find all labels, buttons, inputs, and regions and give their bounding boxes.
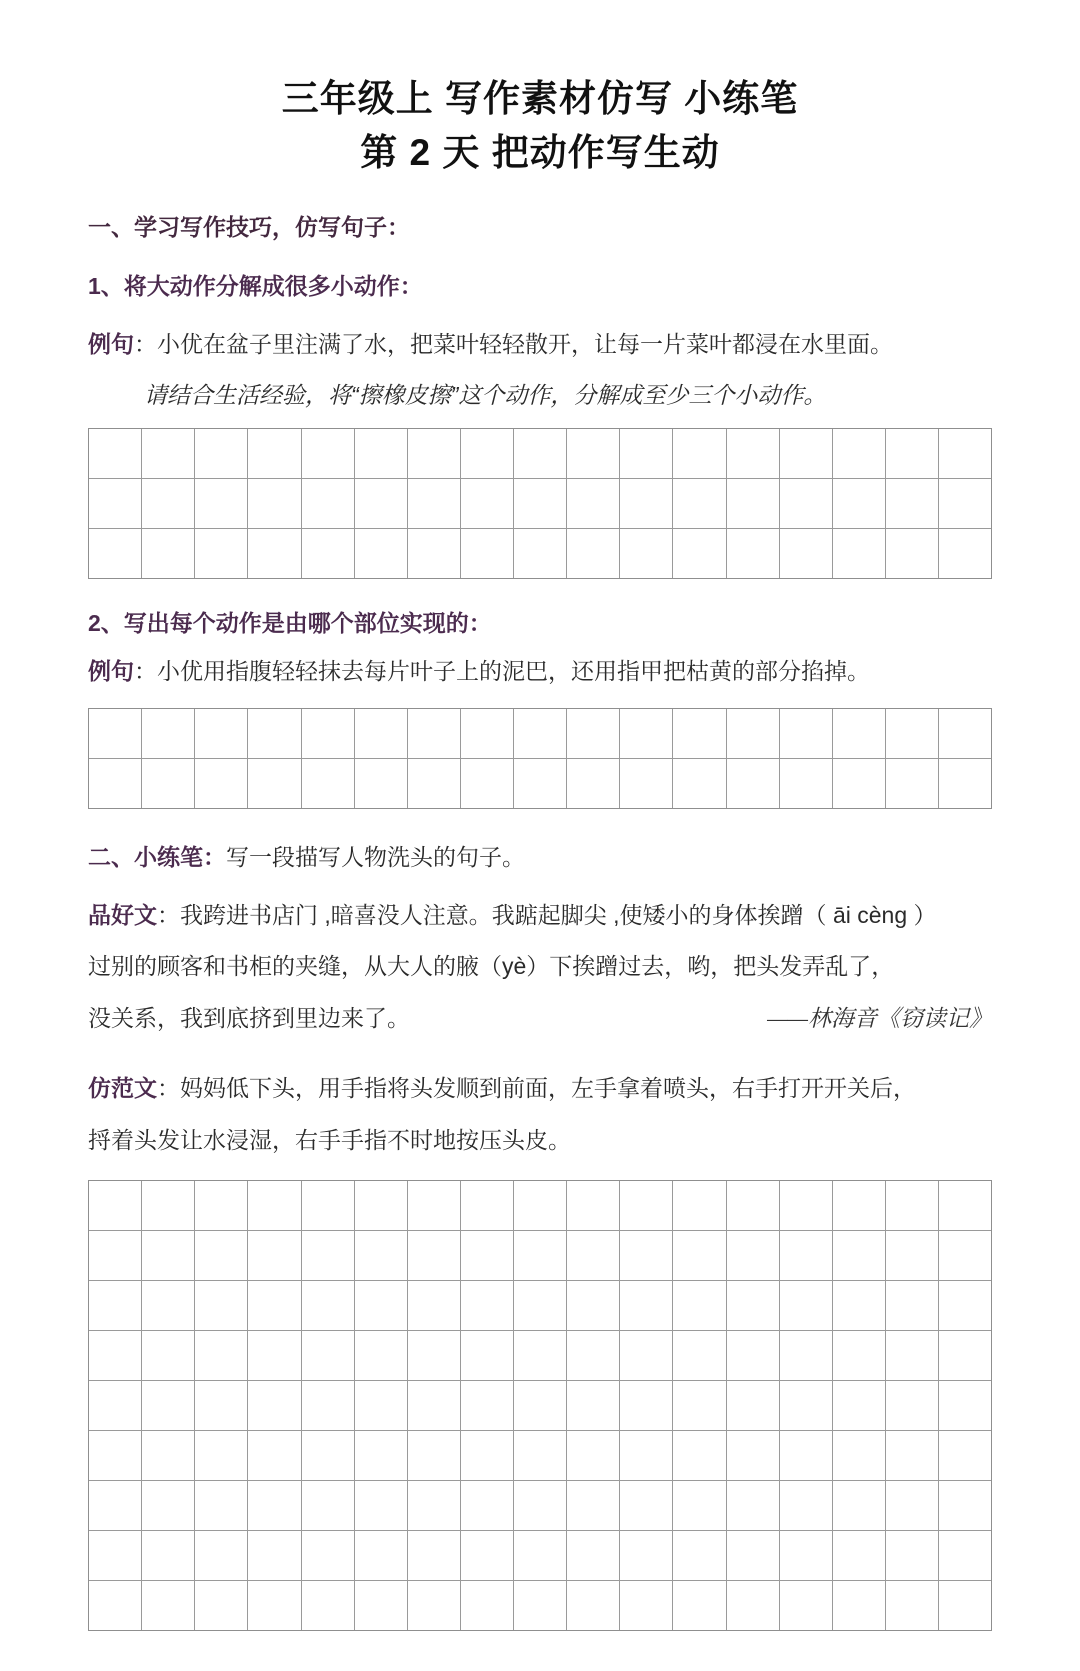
- writing-cell: [566, 1281, 619, 1330]
- writing-cell: [141, 479, 194, 528]
- writing-cell: [513, 479, 566, 528]
- imitation-label: 仿范文: [88, 1074, 157, 1101]
- writing-cell: [779, 1331, 832, 1380]
- writing-cell: [726, 1331, 779, 1380]
- writing-cell: [779, 479, 832, 528]
- writing-cell: [407, 1231, 460, 1280]
- writing-cell: [938, 1231, 991, 1280]
- writing-cell: [672, 1381, 725, 1430]
- writing-cell: [354, 429, 407, 478]
- writing-cell: [672, 1331, 725, 1380]
- section1-heading: 一、学习写作技巧，仿写句子：: [88, 214, 410, 241]
- writing-cell: [141, 1281, 194, 1330]
- writing-cell: [726, 1181, 779, 1230]
- writing-cell: [726, 1431, 779, 1480]
- writing-cell: [141, 429, 194, 478]
- writing-cell: [89, 1281, 141, 1330]
- writing-grid-row: [89, 1181, 991, 1230]
- writing-cell: [354, 1531, 407, 1580]
- writing-cell: [619, 759, 672, 808]
- writing-grid-3: [88, 1180, 992, 1631]
- writing-cell: [354, 1281, 407, 1330]
- writing-cell: [938, 479, 991, 528]
- writing-cell: [89, 1381, 141, 1430]
- writing-cell: [832, 429, 885, 478]
- writing-cell: [672, 759, 725, 808]
- point1-instruction: 请结合生活经验，将“擦橡皮擦”这个动作，分解成至少三个小动作。: [144, 381, 827, 408]
- writing-cell: [141, 529, 194, 578]
- writing-grid-2: [88, 708, 992, 809]
- writing-cell: [194, 1531, 247, 1580]
- writing-cell: [938, 1331, 991, 1380]
- writing-cell: [354, 529, 407, 578]
- writing-cell: [938, 709, 991, 758]
- writing-cell: [672, 1181, 725, 1230]
- writing-cell: [460, 1431, 513, 1480]
- writing-cell: [513, 1581, 566, 1630]
- writing-cell: [619, 429, 672, 478]
- writing-cell: [726, 1381, 779, 1430]
- writing-cell: [885, 1381, 938, 1430]
- example2-line: [88, 654, 992, 690]
- writing-grid-row: [89, 528, 991, 578]
- writing-cell: [619, 1531, 672, 1580]
- writing-cell: [354, 709, 407, 758]
- writing-cell: [779, 759, 832, 808]
- sample-text-1: ：我跨进书店门 ,暗喜没人注意。我踮起脚尖 ,使矮小的身体挨蹭（ āi cèng ）: [157, 901, 937, 928]
- writing-cell: [566, 529, 619, 578]
- writing-cell: [141, 1531, 194, 1580]
- writing-grid-row: [89, 1580, 991, 1630]
- writing-cell: [407, 759, 460, 808]
- writing-cell: [354, 1481, 407, 1530]
- writing-cell: [194, 429, 247, 478]
- writing-cell: [89, 1481, 141, 1530]
- writing-cell: [938, 429, 991, 478]
- writing-cell: [301, 759, 354, 808]
- writing-cell: [779, 1281, 832, 1330]
- writing-cell: [301, 1381, 354, 1430]
- writing-cell: [89, 709, 141, 758]
- writing-cell: [407, 1481, 460, 1530]
- imitation-paragraph: [88, 1063, 992, 1167]
- writing-cell: [566, 1481, 619, 1530]
- writing-cell: [407, 1281, 460, 1330]
- sample-text-3: 没关系，我到底挤到里边来了。: [88, 1005, 410, 1032]
- writing-cell: [885, 1231, 938, 1280]
- writing-cell: [885, 1481, 938, 1530]
- writing-cell: [832, 1431, 885, 1480]
- sample-line-2: 过别的顾客和书柜的夹缝，从大人的腋（yè）下挨蹭过去，哟，把头发弄乱了，: [88, 953, 895, 980]
- writing-cell: [513, 1481, 566, 1530]
- writing-cell: [460, 1281, 513, 1330]
- writing-cell: [301, 429, 354, 478]
- writing-cell: [672, 1281, 725, 1330]
- writing-cell: [566, 479, 619, 528]
- writing-cell: [513, 709, 566, 758]
- writing-cell: [460, 759, 513, 808]
- writing-cell: [89, 479, 141, 528]
- writing-cell: [194, 1281, 247, 1330]
- writing-cell: [194, 759, 247, 808]
- writing-cell: [460, 1481, 513, 1530]
- writing-cell: [726, 479, 779, 528]
- imitation-line-1: [88, 1063, 992, 1115]
- writing-cell: [726, 1531, 779, 1580]
- writing-cell: [194, 479, 247, 528]
- writing-cell: [938, 1381, 991, 1430]
- writing-cell: [672, 429, 725, 478]
- writing-cell: [247, 429, 300, 478]
- writing-cell: [513, 1431, 566, 1480]
- writing-cell: [726, 529, 779, 578]
- writing-cell: [247, 1381, 300, 1430]
- writing-cell: [194, 1331, 247, 1380]
- writing-grid-row: [89, 709, 991, 758]
- writing-cell: [194, 709, 247, 758]
- writing-cell: [407, 1431, 460, 1480]
- writing-cell: [832, 1231, 885, 1280]
- writing-cell: [247, 1281, 300, 1330]
- writing-cell: [885, 759, 938, 808]
- writing-cell: [566, 1331, 619, 1380]
- imitation-line-2: 捋着头发让水浸湿，右手手指不时地按压头皮。: [88, 1126, 571, 1153]
- writing-cell: [354, 1231, 407, 1280]
- writing-cell: [619, 1281, 672, 1330]
- writing-cell: [672, 479, 725, 528]
- writing-cell: [832, 1331, 885, 1380]
- example2-label: 例句: [88, 657, 134, 684]
- writing-cell: [301, 479, 354, 528]
- point1-heading: 1、将大动作分解成很多小动作：: [88, 273, 423, 300]
- writing-cell: [301, 1531, 354, 1580]
- section2-heading: [88, 839, 992, 872]
- writing-cell: [354, 1331, 407, 1380]
- writing-cell: [779, 1531, 832, 1580]
- writing-cell: [194, 529, 247, 578]
- writing-cell: [938, 529, 991, 578]
- writing-cell: [726, 1281, 779, 1330]
- sample-line-1: [88, 890, 992, 942]
- writing-cell: [672, 1481, 725, 1530]
- writing-cell: [832, 1281, 885, 1330]
- writing-cell: [779, 529, 832, 578]
- writing-cell: [619, 1231, 672, 1280]
- writing-cell: [194, 1181, 247, 1230]
- writing-cell: [89, 529, 141, 578]
- writing-cell: [194, 1431, 247, 1480]
- writing-cell: [194, 1381, 247, 1430]
- writing-cell: [141, 1181, 194, 1230]
- writing-cell: [247, 759, 300, 808]
- writing-cell: [566, 1531, 619, 1580]
- writing-cell: [89, 1431, 141, 1480]
- writing-cell: [247, 1431, 300, 1480]
- writing-cell: [407, 529, 460, 578]
- writing-cell: [832, 1581, 885, 1630]
- example1-line: [88, 327, 992, 363]
- writing-cell: [407, 429, 460, 478]
- writing-cell: [247, 709, 300, 758]
- writing-cell: [89, 1181, 141, 1230]
- point2-heading: 2、写出每个动作是由哪个部位实现的：: [88, 609, 492, 636]
- writing-cell: [832, 479, 885, 528]
- writing-cell: [460, 1231, 513, 1280]
- writing-grid-row: [89, 758, 991, 808]
- section2-heading-rest: 写一段描写人物洗头的句子。: [226, 843, 525, 870]
- writing-grid-row: [89, 429, 991, 478]
- writing-cell: [301, 1331, 354, 1380]
- writing-cell: [619, 1381, 672, 1430]
- writing-cell: [672, 1431, 725, 1480]
- writing-cell: [726, 1581, 779, 1630]
- writing-cell: [301, 1181, 354, 1230]
- writing-cell: [672, 709, 725, 758]
- writing-cell: [885, 1181, 938, 1230]
- writing-cell: [938, 1431, 991, 1480]
- writing-grid-row: [89, 1430, 991, 1480]
- example1-text: ：小优在盆子里注满了水，把菜叶轻轻散开，让每一片菜叶都浸在水里面。: [134, 331, 893, 358]
- writing-cell: [726, 1231, 779, 1280]
- writing-cell: [672, 1581, 725, 1630]
- writing-cell: [247, 1481, 300, 1530]
- writing-cell: [938, 1481, 991, 1530]
- writing-cell: [885, 529, 938, 578]
- writing-cell: [407, 1181, 460, 1230]
- writing-cell: [885, 479, 938, 528]
- writing-cell: [89, 1581, 141, 1630]
- writing-cell: [513, 1231, 566, 1280]
- writing-cell: [566, 429, 619, 478]
- writing-cell: [619, 1181, 672, 1230]
- writing-cell: [141, 759, 194, 808]
- writing-cell: [832, 1531, 885, 1580]
- writing-cell: [672, 1231, 725, 1280]
- writing-cell: [460, 709, 513, 758]
- writing-cell: [354, 1381, 407, 1430]
- writing-cell: [938, 1531, 991, 1580]
- writing-cell: [832, 1181, 885, 1230]
- writing-cell: [938, 759, 991, 808]
- writing-cell: [832, 709, 885, 758]
- writing-cell: [301, 1231, 354, 1280]
- writing-cell: [726, 429, 779, 478]
- writing-cell: [460, 1331, 513, 1380]
- writing-cell: [885, 1281, 938, 1330]
- writing-cell: [832, 1381, 885, 1430]
- writing-cell: [460, 1581, 513, 1630]
- writing-cell: [938, 1181, 991, 1230]
- writing-cell: [247, 1231, 300, 1280]
- writing-cell: [301, 709, 354, 758]
- writing-cell: [513, 1381, 566, 1430]
- writing-cell: [779, 1231, 832, 1280]
- writing-cell: [141, 1231, 194, 1280]
- writing-cell: [301, 529, 354, 578]
- writing-cell: [460, 1181, 513, 1230]
- writing-cell: [89, 429, 141, 478]
- writing-grid-row: [89, 1280, 991, 1330]
- writing-cell: [513, 759, 566, 808]
- writing-cell: [513, 1281, 566, 1330]
- writing-grid-row: [89, 1330, 991, 1380]
- writing-cell: [619, 1581, 672, 1630]
- writing-cell: [354, 479, 407, 528]
- writing-cell: [407, 1331, 460, 1380]
- writing-cell: [619, 529, 672, 578]
- writing-cell: [247, 1531, 300, 1580]
- writing-cell: [779, 1431, 832, 1480]
- writing-cell: [726, 1481, 779, 1530]
- writing-grid-row: [89, 1230, 991, 1280]
- writing-cell: [407, 1531, 460, 1580]
- writing-cell: [141, 1381, 194, 1430]
- writing-cell: [89, 1531, 141, 1580]
- writing-cell: [885, 1431, 938, 1480]
- writing-cell: [779, 1381, 832, 1430]
- writing-cell: [407, 479, 460, 528]
- writing-cell: [885, 1331, 938, 1380]
- writing-cell: [726, 759, 779, 808]
- writing-cell: [141, 709, 194, 758]
- writing-cell: [247, 529, 300, 578]
- writing-cell: [460, 429, 513, 478]
- writing-cell: [407, 1381, 460, 1430]
- writing-cell: [885, 1581, 938, 1630]
- writing-cell: [832, 529, 885, 578]
- writing-cell: [513, 529, 566, 578]
- writing-cell: [407, 1581, 460, 1630]
- writing-cell: [89, 759, 141, 808]
- example2-text: ：小优用指腹轻轻抹去每片叶子上的泥巴，还用指甲把枯黄的部分掐掉。: [134, 657, 870, 684]
- writing-cell: [619, 1331, 672, 1380]
- writing-cell: [513, 1181, 566, 1230]
- writing-grid-row: [89, 478, 991, 528]
- writing-grid-row: [89, 1480, 991, 1530]
- writing-cell: [141, 1431, 194, 1480]
- writing-cell: [566, 1581, 619, 1630]
- sample-line-3: [88, 993, 992, 1045]
- writing-cell: [619, 709, 672, 758]
- writing-cell: [247, 1581, 300, 1630]
- writing-cell: [301, 1281, 354, 1330]
- writing-cell: [566, 1431, 619, 1480]
- writing-cell: [726, 709, 779, 758]
- writing-cell: [301, 1431, 354, 1480]
- writing-cell: [460, 1381, 513, 1430]
- section2-heading-label: 二、小练笔：: [88, 843, 226, 870]
- page-title-line2: 第 2 天 把动作写生动: [360, 131, 720, 173]
- writing-cell: [566, 1181, 619, 1230]
- writing-cell: [566, 1381, 619, 1430]
- writing-cell: [779, 1581, 832, 1630]
- writing-cell: [779, 1181, 832, 1230]
- writing-cell: [89, 1231, 141, 1280]
- writing-cell: [141, 1581, 194, 1630]
- writing-cell: [779, 709, 832, 758]
- writing-cell: [247, 479, 300, 528]
- writing-cell: [566, 759, 619, 808]
- writing-grid-row: [89, 1380, 991, 1430]
- writing-cell: [885, 1531, 938, 1580]
- writing-cell: [513, 1531, 566, 1580]
- writing-cell: [566, 1231, 619, 1280]
- writing-cell: [885, 429, 938, 478]
- page-title-line1: 三年级上 写作素材仿写 小练笔: [281, 78, 799, 119]
- writing-cell: [247, 1181, 300, 1230]
- writing-cell: [672, 529, 725, 578]
- writing-cell: [194, 1581, 247, 1630]
- writing-cell: [513, 429, 566, 478]
- sample-attribution: ——林海音《窃读记》: [767, 1006, 992, 1032]
- writing-cell: [619, 479, 672, 528]
- writing-cell: [354, 1181, 407, 1230]
- writing-cell: [672, 1531, 725, 1580]
- writing-grid-row: [89, 1530, 991, 1580]
- writing-cell: [513, 1331, 566, 1380]
- writing-cell: [141, 1331, 194, 1380]
- writing-cell: [141, 1481, 194, 1530]
- writing-cell: [460, 1531, 513, 1580]
- writing-cell: [619, 1431, 672, 1480]
- writing-cell: [194, 1481, 247, 1530]
- sample-paragraph: [88, 890, 992, 1045]
- writing-cell: [938, 1281, 991, 1330]
- writing-cell: [938, 1581, 991, 1630]
- writing-cell: [885, 709, 938, 758]
- writing-cell: [194, 1231, 247, 1280]
- sample-label: 品好文: [88, 901, 157, 928]
- writing-cell: [89, 1331, 141, 1380]
- writing-cell: [354, 1581, 407, 1630]
- writing-cell: [779, 429, 832, 478]
- writing-grid-1: [88, 428, 992, 579]
- writing-cell: [460, 479, 513, 528]
- writing-cell: [354, 1431, 407, 1480]
- writing-cell: [354, 759, 407, 808]
- writing-cell: [566, 709, 619, 758]
- writing-cell: [301, 1581, 354, 1630]
- imitation-text-1: ：妈妈低下头，用手指将头发顺到前面，左手拿着喷头，右手打开开关后，: [157, 1074, 916, 1101]
- writing-cell: [619, 1481, 672, 1530]
- writing-cell: [407, 709, 460, 758]
- writing-cell: [301, 1481, 354, 1530]
- writing-cell: [832, 759, 885, 808]
- writing-cell: [779, 1481, 832, 1530]
- writing-cell: [832, 1481, 885, 1530]
- example1-label: 例句: [88, 331, 134, 358]
- writing-cell: [247, 1331, 300, 1380]
- writing-cell: [460, 529, 513, 578]
